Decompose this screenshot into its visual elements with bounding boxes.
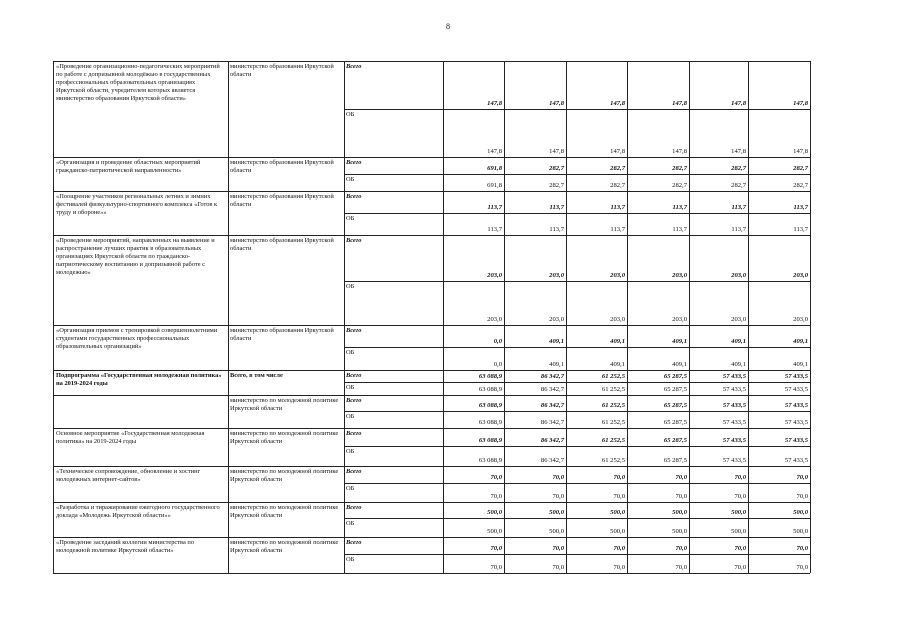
total-value: 63 088,9 — [478, 437, 502, 444]
label-ob: ОБ — [346, 111, 355, 118]
table-h-rule — [344, 109, 810, 110]
total-value: 147,8 — [731, 100, 746, 107]
total-value: 203,0 — [672, 272, 687, 279]
ob-value: 113,7 — [793, 226, 808, 233]
ob-value: 57 433,5 — [722, 386, 746, 393]
ob-value: 86 342,7 — [540, 386, 564, 393]
total-value: 70,0 — [613, 545, 625, 552]
row-responsible: министерство по молодежной политике Иркутской области — [230, 539, 339, 554]
ob-value: 70,0 — [552, 493, 564, 500]
ob-value: 500,0 — [793, 528, 808, 535]
total-value: 70,0 — [552, 545, 564, 552]
ob-value: 57 433,5 — [784, 386, 808, 393]
table-h-rule — [53, 370, 810, 371]
table-h-rule — [53, 537, 810, 538]
row-description: «Проведение заседаний коллегии министерства по молодежной политике Иркутской области» — [56, 539, 195, 554]
ob-value: 70,0 — [490, 493, 502, 500]
label-total: Всего — [346, 539, 362, 546]
row-description: Подпрограмма «Государственная молодежная политика» на 2019-2024 годы — [56, 372, 222, 387]
total-value: 500,0 — [549, 509, 564, 516]
label-ob: ОБ — [346, 215, 355, 222]
table-v-rule — [344, 61, 345, 573]
total-value: 57 433,5 — [722, 373, 746, 380]
table-h-rule — [53, 157, 810, 158]
total-value: 86 342,7 — [540, 437, 564, 444]
row-description: «Разработка и тиражирование ежегодного государственного доклада «Молодежь Иркутской области»» — [56, 504, 220, 519]
total-value: 70,0 — [796, 474, 808, 481]
total-value: 203,0 — [610, 272, 625, 279]
total-value: 61 252,5 — [601, 437, 625, 444]
label-ob: ОБ — [346, 413, 355, 420]
label-total: Всего — [346, 327, 362, 334]
row-description: «Организация и проведение областных мероприятий гражданско-патриотической направленности» — [56, 159, 201, 174]
total-value: 86 342,7 — [540, 402, 564, 409]
ob-value: 65 287,5 — [663, 457, 687, 464]
row-responsible: министерство образования Иркутской области — [230, 237, 334, 252]
total-value: 203,0 — [487, 272, 502, 279]
total-value: 61 252,5 — [601, 402, 625, 409]
table-h-rule — [344, 446, 810, 447]
total-value: 147,8 — [549, 100, 564, 107]
total-value: 57 433,5 — [722, 402, 746, 409]
total-value: 113,7 — [549, 204, 564, 211]
table-v-rule — [228, 61, 229, 573]
ob-value: 282,7 — [549, 182, 564, 189]
row-description: «Проведение организационно-педагогических мероприятий по работе с допризывной молодёжью в государственных профессиональных образовательных организациях Иркутской области, учредителем которых является министерство образования Иркутской области» — [56, 63, 220, 102]
total-value: 409,1 — [610, 338, 625, 345]
ob-value: 691,8 — [487, 182, 502, 189]
ob-value: 147,8 — [487, 148, 502, 155]
ob-value: 147,8 — [549, 148, 564, 155]
ob-value: 113,7 — [487, 226, 502, 233]
table-h-rule — [53, 325, 810, 326]
total-value: 57 433,5 — [784, 402, 808, 409]
ob-value: 409,1 — [610, 361, 625, 368]
label-ob: ОБ — [346, 485, 355, 492]
ob-value: 63 088,9 — [478, 457, 502, 464]
ob-value: 500,0 — [549, 528, 564, 535]
row-description: «Поощрение участников региональных летних и зимних фестивалей физкультурно-спортивного комплекса «Готов к труду и обороне»» — [56, 193, 218, 216]
table-h-rule — [53, 395, 810, 396]
label-total: Всего — [346, 159, 362, 166]
table-h-rule — [344, 174, 810, 175]
ob-value: 0,0 — [493, 361, 502, 368]
total-value: 500,0 — [793, 509, 808, 516]
ob-value: 500,0 — [672, 528, 687, 535]
total-value: 0,0 — [493, 338, 502, 345]
row-responsible: министерство по молодежной политике Иркутской области — [230, 430, 339, 445]
total-value: 147,8 — [610, 100, 625, 107]
page-number: 8 — [446, 22, 450, 31]
label-total: Всего — [346, 372, 362, 379]
label-total: Всего — [346, 468, 362, 475]
ob-value: 282,7 — [672, 182, 687, 189]
total-value: 113,7 — [731, 204, 746, 211]
ob-value: 57 433,5 — [722, 457, 746, 464]
ob-value: 409,1 — [731, 361, 746, 368]
total-value: 65 287,5 — [663, 437, 687, 444]
ob-value: 113,7 — [610, 226, 625, 233]
ob-value: 63 088,9 — [478, 419, 502, 426]
ob-value: 203,0 — [793, 316, 808, 323]
ob-value: 113,7 — [549, 226, 564, 233]
label-total: Всего — [346, 237, 362, 244]
row-responsible: министерство по молодежной политике Иркутской области — [230, 504, 339, 519]
ob-value: 409,1 — [793, 361, 808, 368]
row-responsible: министерство по молодежной политике Иркутской области — [230, 468, 339, 483]
row-responsible: министерство по молодежной политике Иркутской области — [230, 397, 339, 412]
table-v-rule — [504, 61, 505, 573]
table-v-rule — [748, 61, 749, 573]
ob-value: 61 252,5 — [601, 457, 625, 464]
label-ob: ОБ — [346, 176, 355, 183]
total-value: 57 433,5 — [784, 437, 808, 444]
row-responsible: Всего, в том числе — [230, 372, 283, 379]
ob-value: 70,0 — [675, 564, 687, 571]
ob-value: 61 252,5 — [601, 419, 625, 426]
table-v-rule — [810, 61, 811, 573]
ob-value: 61 252,5 — [601, 386, 625, 393]
label-total: Всего — [346, 193, 362, 200]
total-value: 203,0 — [731, 272, 746, 279]
total-value: 203,0 — [549, 272, 564, 279]
ob-value: 147,8 — [731, 148, 746, 155]
ob-value: 500,0 — [487, 528, 502, 535]
ob-value: 147,8 — [672, 148, 687, 155]
ob-value: 65 287,5 — [663, 419, 687, 426]
label-ob: ОБ — [346, 556, 355, 563]
table-h-rule — [344, 347, 810, 348]
label-total: Всего — [346, 397, 362, 404]
ob-value: 70,0 — [675, 493, 687, 500]
table-h-rule — [53, 235, 810, 236]
label-total: Всего — [346, 504, 362, 511]
ob-value: 409,1 — [549, 361, 564, 368]
total-value: 691,8 — [487, 165, 502, 172]
total-value: 70,0 — [796, 545, 808, 552]
ob-value: 113,7 — [731, 226, 746, 233]
label-ob: ОБ — [346, 349, 355, 356]
label-total: Всего — [346, 430, 362, 437]
total-value: 282,7 — [549, 165, 564, 172]
total-value: 113,7 — [793, 204, 808, 211]
table-h-rule — [344, 518, 810, 519]
total-value: 70,0 — [552, 474, 564, 481]
total-value: 113,7 — [487, 204, 502, 211]
ob-value: 500,0 — [610, 528, 625, 535]
ob-value: 282,7 — [793, 182, 808, 189]
label-total: Всего — [346, 63, 362, 70]
total-value: 57 433,5 — [722, 437, 746, 444]
total-value: 65 287,5 — [663, 402, 687, 409]
ob-value: 70,0 — [734, 493, 746, 500]
label-ob: ОБ — [346, 283, 355, 290]
total-value: 500,0 — [610, 509, 625, 516]
ob-value: 70,0 — [796, 564, 808, 571]
ob-value: 500,0 — [731, 528, 746, 535]
total-value: 70,0 — [734, 545, 746, 552]
table-v-rule — [443, 61, 444, 573]
ob-value: 203,0 — [672, 316, 687, 323]
ob-value: 70,0 — [613, 493, 625, 500]
ob-value: 86 342,7 — [540, 419, 564, 426]
total-value: 70,0 — [675, 474, 687, 481]
total-value: 70,0 — [490, 474, 502, 481]
table-h-rule — [53, 191, 810, 192]
total-value: 500,0 — [672, 509, 687, 516]
table-v-rule — [627, 61, 628, 573]
ob-value: 57 433,5 — [722, 419, 746, 426]
table-h-rule — [53, 502, 810, 503]
ob-value: 282,7 — [610, 182, 625, 189]
ob-value: 65 287,5 — [663, 386, 687, 393]
total-value: 282,7 — [610, 165, 625, 172]
total-value: 409,1 — [549, 338, 564, 345]
ob-value: 147,8 — [610, 148, 625, 155]
table-h-rule — [344, 554, 810, 555]
label-ob: ОБ — [346, 384, 355, 391]
ob-value: 57 433,5 — [784, 457, 808, 464]
table-v-rule — [53, 61, 54, 573]
row-responsible: министерство образования Иркутской области — [230, 63, 334, 78]
total-value: 70,0 — [734, 474, 746, 481]
table-v-rule — [689, 61, 690, 573]
row-description: «Техническое сопровождение, обновление и хостинг молодежных интернет-сайтов» — [56, 468, 201, 483]
row-description: «Проведение мероприятий, направленных на выявление и распространение лучших практик в образовательных организациях Иркутской области по гражданско-патриотическому воспитанию и допризывной работе с молодежью» — [56, 237, 215, 276]
row-description: Основное мероприятие «Государственная молодежная политика» на 2019-2024 годы — [56, 430, 205, 445]
table-h-rule — [53, 466, 810, 467]
ob-value: 70,0 — [613, 564, 625, 571]
table-h-rule — [53, 61, 810, 62]
total-value: 86 342,7 — [540, 373, 564, 380]
ob-value: 282,7 — [731, 182, 746, 189]
total-value: 113,7 — [672, 204, 687, 211]
total-value: 500,0 — [487, 509, 502, 516]
total-value: 65 287,5 — [663, 373, 687, 380]
ob-value: 57 433,5 — [784, 419, 808, 426]
label-ob: ОБ — [346, 448, 355, 455]
ob-value: 113,7 — [672, 226, 687, 233]
ob-value: 70,0 — [490, 564, 502, 571]
ob-value: 203,0 — [487, 316, 502, 323]
total-value: 70,0 — [613, 474, 625, 481]
row-responsible: министерство образования Иркутской области — [230, 327, 334, 342]
row-description: «Организация приемов с тренировкой совершеннолетними студентами государственных профессиональных образовательных организаций» — [56, 327, 218, 350]
table-h-rule — [344, 483, 810, 484]
total-value: 147,8 — [487, 100, 502, 107]
table-h-rule — [344, 411, 810, 412]
total-value: 61 252,5 — [601, 373, 625, 380]
total-value: 147,8 — [793, 100, 808, 107]
total-value: 282,7 — [672, 165, 687, 172]
total-value: 147,8 — [672, 100, 687, 107]
total-value: 282,7 — [731, 165, 746, 172]
ob-value: 203,0 — [731, 316, 746, 323]
label-ob: ОБ — [346, 520, 355, 527]
total-value: 63 088,9 — [478, 402, 502, 409]
total-value: 113,7 — [610, 204, 625, 211]
table-h-rule — [344, 382, 810, 383]
table-v-rule — [566, 61, 567, 573]
total-value: 70,0 — [675, 545, 687, 552]
row-responsible: министерство образования Иркутской области — [230, 159, 334, 174]
total-value: 57 433,5 — [784, 373, 808, 380]
total-value: 409,1 — [731, 338, 746, 345]
total-value: 63 088,9 — [478, 373, 502, 380]
ob-value: 409,1 — [672, 361, 687, 368]
total-value: 203,0 — [793, 272, 808, 279]
ob-value: 203,0 — [610, 316, 625, 323]
total-value: 409,1 — [672, 338, 687, 345]
table-h-rule — [344, 213, 810, 214]
ob-value: 63 088,9 — [478, 386, 502, 393]
total-value: 500,0 — [731, 509, 746, 516]
table-h-rule — [344, 281, 810, 282]
ob-value: 70,0 — [796, 493, 808, 500]
ob-value: 86 342,7 — [540, 457, 564, 464]
table-h-rule — [53, 428, 810, 429]
row-responsible: министерство образования Иркутской области — [230, 193, 334, 208]
ob-value: 70,0 — [552, 564, 564, 571]
ob-value: 147,8 — [793, 148, 808, 155]
table-h-rule — [53, 573, 810, 574]
total-value: 70,0 — [490, 545, 502, 552]
total-value: 282,7 — [793, 165, 808, 172]
ob-value: 70,0 — [734, 564, 746, 571]
ob-value: 203,0 — [549, 316, 564, 323]
total-value: 409,1 — [793, 338, 808, 345]
